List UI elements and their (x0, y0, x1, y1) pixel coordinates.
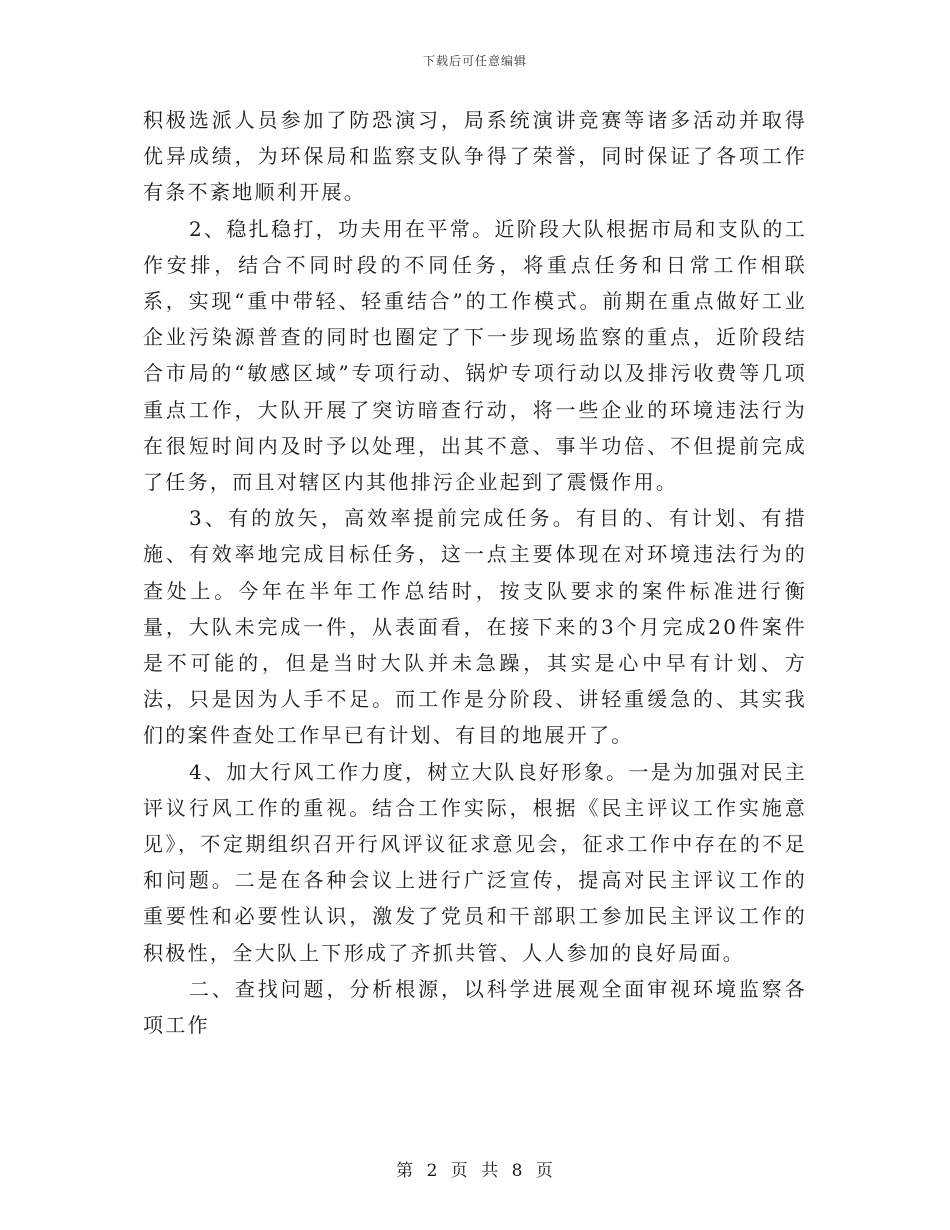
section-heading-2: 二、查找问题，分析根源，以科学进展观全面审视环境监察各项工作 (143, 976, 807, 1038)
paragraph-item-4: 4、加大行风工作力度，树立大队良好形象。一是为加强对民主评议行风工作的重视。结合工作实际，根据《民主评议工作实施意见》，不定期组织召开行风评议征求意见会，征求工作中存在的不足和问题。二是在各种会议上进行广泛宣传，提高对民主评议工作的重要性和必要性认识，激发了党员和干部职工参加民主评议工作的积极性，全大队上下形成了齐抓共管、人人参加的良好局面。 (143, 759, 807, 965)
paragraph-item-2: 2、稳扎稳打，功夫用在平常。近阶段大队根据市局和支队的工作安排，结合不同时段的不同任务，将重点任务和日常工作相联系，实现“重中带轻、轻重结合”的工作模式。前期在重点做好工业企业污染源普查的同时也圈定了下一步现场监察的重点，近阶段结合市局的“敏感区域”专项行动、锅炉专项行动以及排污收费等几项重点工作，大队开展了突访暗查行动，将一些企业的环境违法行为在很短时间内及时予以处理，出其不意、事半功倍、不但提前完成了任务，而且对辖区内其他排污企业起到了震慑作用。 (143, 216, 807, 495)
document-body (143, 102, 807, 1043)
header-note: 下载后可任意编辑 (422, 54, 527, 68)
page-number: 第 2 页 共 8 页 (396, 1161, 554, 1181)
paragraph-item-3: 3、有的放矢，高效率提前完成任务。有目的、有计划、有措施、有效率地完成目标任务，这一点主要体现在对环境违法行为的查处上。今年在半年工作总结时，按支队要求的案件标准进行衡量，大队未完成一件，从表面看，在接下来的3个月完成20件案件是不可能的，但是当时大队并未急躁，其实是心中早有计划、方法，只是因为人手不足。而工作是分阶段、讲轻重缓急的、其实我们的案件查处工作早已有计划、有目的地展开了。 (143, 506, 807, 748)
paragraph-continuation: 积极选派人员参加了防恐演习，局系统演讲竞赛等诸多活动并取得优异成绩，为环保局和监察支队争得了荣誉，同时保证了各项工作有条不紊地顺利开展。 (143, 108, 807, 205)
